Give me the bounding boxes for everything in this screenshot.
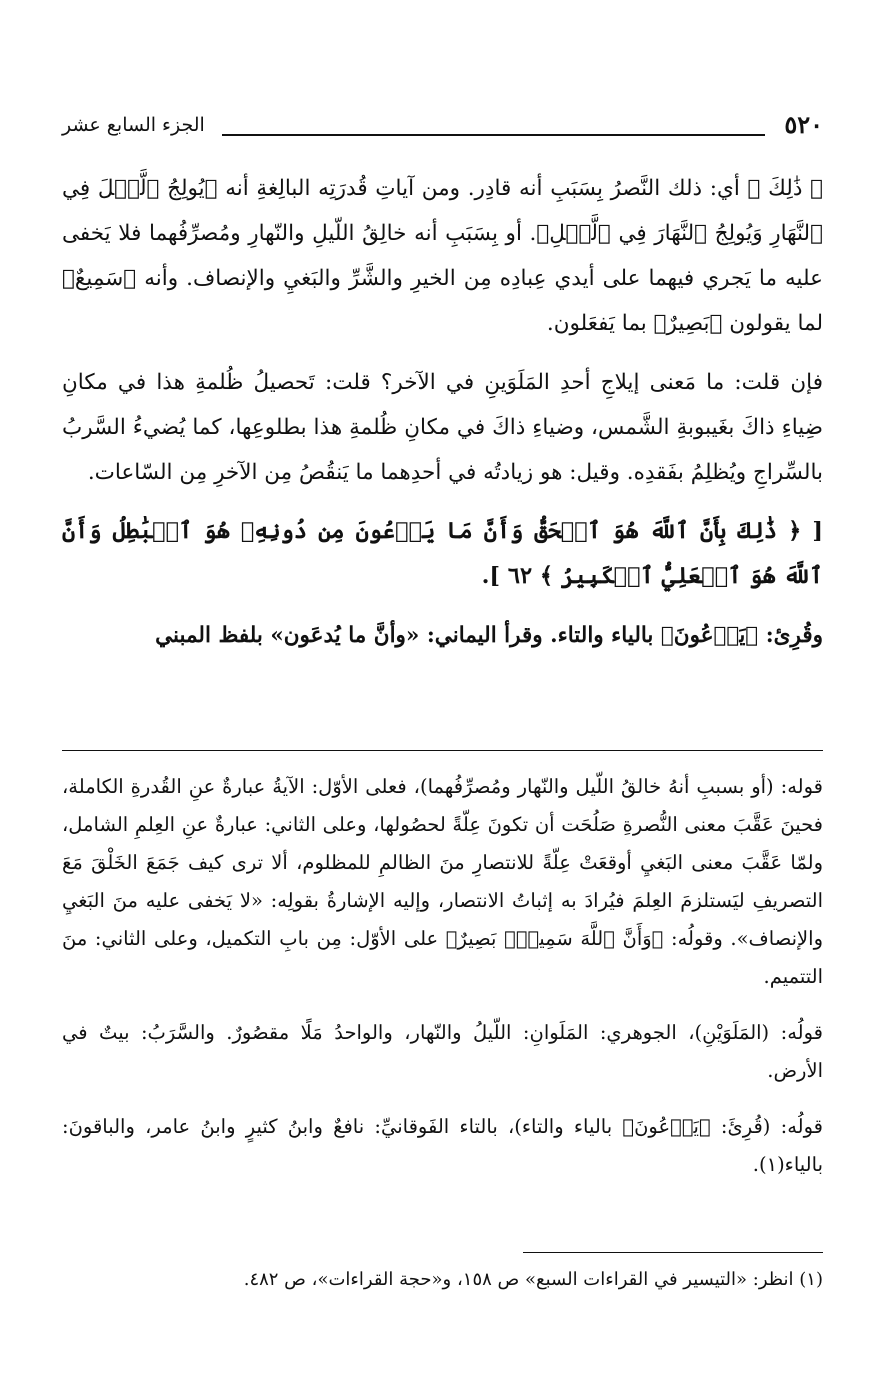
main-text <box>62 166 823 658</box>
footnote-divider <box>523 1252 823 1253</box>
quran-verse: [ ﴿ ذَٰلِكَ بِأَنَّ ٱللَّهَ هُوَ ٱلۡحَقُّ وَأَنَّ مَا يَدۡعُونَ مِن دُونِهِۦ هُوَ ٱلۡبَٰطِلُ وَأَنَّ ٱللَّهَ هُوَ ٱلۡعَلِيُّ ٱلۡكَبِيرُ ﴾ ٦٢ ]. <box>62 518 823 589</box>
commentary <box>62 768 823 1184</box>
main-paragraph: فإن قلت: ما مَعنى إيلاجِ أحدِ المَلَوَينِ في الآخر؟ قلت: تَحصيلُ ظُلمةِ هذا في مكانِ ضِياءِ ذاكَ بغَيبوبةِ الشَّمس، وضياءِ ذاكَ في مكانِ ظُلمةِ هذا بطلوعِها، كما يُضيءُ السَّربُ بالسِّراجِ ويُظلِمُ بفَقدِه. وقيل: هو زيادتُه في أحدِهما ما يَنقُصُ مِن الآخرِ مِن السّاعات. <box>62 370 823 485</box>
main-paragraph: ﴿ ذَٰلِكَ ﴾ أي: ذلك النَّصرُ بِسَبَبِ أنه قادِر. ومن آياتِ قُدرَتِه البالِغةِ أنه ﴿يُولِجُ ٱلَّيۡلَ فِي ٱلنَّهَارِ وَيُولِجُ ٱلنَّهَارَ فِي ٱلَّيۡلِ﴾. أو بِسَبَبِ أنه خالِقُ اللّيلِ والنّهارِ ومُصرِّفُهما فلا يَخفى عليه ما يَجري فيهما على أيدي عِبادِه مِن الخيرِ والشَّرِّ والبَغيِ والإنصاف. وأنه ﴿سَمِيعٌ﴾ لما يقولون ﴿بَصِيرٌ﴾ بما يَفعَلون. <box>62 176 823 336</box>
page-number: ٥٢٠ <box>784 110 823 139</box>
commentary-paragraph: قوله: (أو بسببِ أنهُ خالقُ اللّيل والنّهار ومُصرِّفُهما)، فعلى الأوّل: الآيةُ عبارةٌ عنِ القُدرةِ الكاملة، فحينَ عَقَّبَ معنى النُّصرةِ صَلُحَت أن تكونَ عِلّةً لحصُولها، وعلى الثاني: عبارةٌ عنِ العِلمِ الشامل، ولمّا عَقَّبَ معنى البَغيِ أوقعَتْ عِلّةً للانتصارِ منَ الظالمِ للمظلوم، ألا ترى كيف جَمَعَ الخَلْقَ مَعَ التصريفِ ليَستلزمَ العِلمَ فيُرادَ به إثباتُ الانتصار، وإليه الإشارةُ بقولِه: «لا يَخفى عليه منَ البَغيِ والإنصاف». وقولُه: ﴿وَأَنَّ ٱللَّهَ سَمِيعٌۢ بَصِيرٌ﴾ على الأوّل: مِن بابِ التكميل، وعلى الثاني: منَ التتميم. <box>62 775 823 988</box>
header-rule <box>222 134 765 136</box>
section-divider <box>62 750 823 751</box>
page-header <box>62 110 823 150</box>
commentary-paragraph: قولُه: (قُرِئَ: ﴿يَدۡعُونَ﴾ بالياء والتاء)، بالتاء الفَوقانيِّ: نافعٌ وابنُ كثيرٍ وابنُ عامر، والباقونَ: بالياء(١). <box>62 1115 823 1176</box>
book-page <box>62 0 823 1400</box>
reading-note: وقُرِئ: ﴿يَدۡعُونَ﴾ بالياء والتاء. وقرأ اليماني: «وأنَّ ما يُدعَون» بلفظ المبني <box>155 623 823 648</box>
commentary-paragraph: قولُه: (المَلَوَيْنِ)، الجوهري: المَلَوانِ: اللّيلُ والنّهار، والواحدُ مَلًا مقصُورٌ. والسَّرَبُ: بيتٌ في الأرض. <box>62 1021 823 1082</box>
running-title: الجزء السابع عشر <box>62 114 205 136</box>
footnote: (١) انظر: «التيسير في القراءات السبع» ص ١٥٨، و«حجة القراءات»، ص ٤٨٢. <box>243 1269 823 1290</box>
